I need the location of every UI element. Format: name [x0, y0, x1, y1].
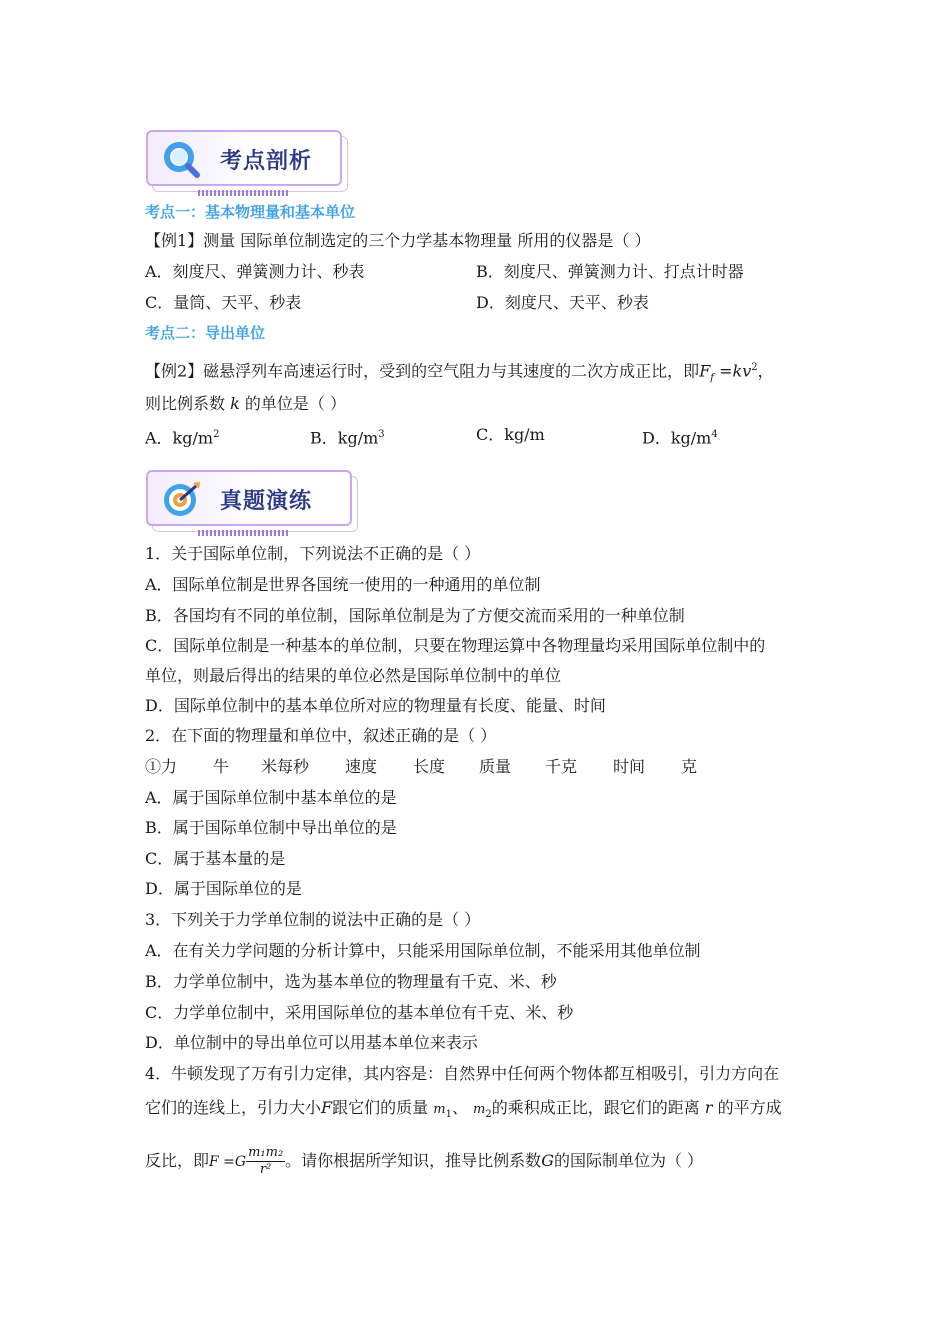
formula-f: F — [699, 361, 711, 381]
q1-stem: 1．关于国际单位制，下列说法不正确的是（ ） — [145, 544, 481, 563]
q3-option-c: C．力学单位制中，采用国际单位的基本单位有千克、米、秒 — [145, 1003, 574, 1022]
q2-option-d: D．属于国际单位的是 — [145, 879, 302, 898]
option-d-text: D．kg/m — [642, 428, 712, 448]
symbol-m1: m — [433, 1102, 446, 1117]
symbol-g: G — [541, 1151, 554, 1170]
heading-basic-units: 考点一：基本物理量和基本单位 — [145, 203, 356, 221]
q2-item: 克 — [681, 757, 698, 776]
q1-option-a: A．国际单位制是世界各国统一使用的一种通用的单位制 — [145, 575, 541, 594]
q1-option-c-line2: 单位，则最后得出的结果的单位必然是国际单位制中的单位 — [145, 666, 562, 685]
example2-option-d — [642, 425, 718, 448]
q1-option-d: D．国际单位制中的基本单位所对应的物理量有长度、能量、时间 — [145, 696, 606, 715]
example2-line2 — [145, 394, 346, 414]
example2-line2-end: 的单位是（ ） — [244, 394, 346, 413]
q1-option-b: B．各国均有不同的单位制，国际单位制是为了方便交流而采用的一种单位制 — [145, 606, 685, 625]
option-b-text: B．kg/m — [310, 428, 379, 448]
symbol-k: k — [230, 394, 240, 413]
practice-title: 真题演练 — [220, 489, 313, 514]
q4-text-f: 。请你根据所学知识，推导比例系数 — [285, 1151, 542, 1170]
q2-item: 时间 — [613, 757, 646, 776]
example2-option-b — [310, 425, 385, 448]
q4-text-g: 的国际制单位为（ ） — [553, 1151, 704, 1170]
magnifier-icon — [162, 140, 202, 180]
q4-separator: 、 — [451, 1098, 468, 1117]
q2-item: 牛 — [213, 757, 230, 776]
formula-kv-sup: 2 — [751, 362, 758, 373]
option-a-sup: 2 — [213, 429, 220, 440]
analysis-title: 考点剖析 — [220, 149, 313, 174]
q2-item: ①力 — [145, 757, 178, 776]
target-icon — [162, 480, 202, 520]
q3-option-d: D．单位制中的导出单位可以用基本单位来表示 — [145, 1033, 478, 1052]
symbol-m2-sub: 2 — [485, 1109, 492, 1121]
example2-stem-end: ， — [757, 361, 774, 381]
banner-decoration — [198, 530, 288, 536]
symbol-r: r — [704, 1098, 713, 1117]
example1-option-d: D．刻度尺、天平、秒表 — [476, 293, 649, 312]
practice-banner — [146, 470, 352, 526]
q4-text-a: 它们的连线上，引力大小 — [145, 1098, 322, 1117]
symbol-m1-sub: 1 — [445, 1109, 452, 1121]
formula-f-sub: f — [710, 372, 714, 384]
example2-option-c: C．kg/m — [476, 425, 545, 444]
q1-option-c-line1: C．国际单位制是一种基本的单位制，只要在物理运算中各物理量均采用国际单位制中的 — [145, 636, 766, 655]
q4-line3 — [145, 1145, 703, 1178]
example2-line2-text: 则比例系数 — [145, 394, 226, 413]
heading-derived-units: 考点二：导出单位 — [145, 324, 266, 342]
fraction-denominator: r² — [259, 1162, 272, 1177]
q3-option-a: A．在有关力学问题的分析计算中，只能采用国际单位制，不能采用其他单位制 — [145, 941, 701, 960]
example1-option-c: C．量筒、天平、秒表 — [145, 293, 302, 312]
q2-item: 质量 — [479, 757, 512, 776]
q4-text-c: 的乘积成正比，跟它们的距离 — [491, 1098, 700, 1117]
q4-text-e: 反比，即 — [145, 1151, 210, 1170]
q2-item: 千克 — [545, 757, 578, 776]
example1-option-a: A．刻度尺、弹簧测力计、秒表 — [145, 262, 365, 281]
q2-stem: 2．在下面的物理量和单位中，叙述正确的是（ ） — [145, 726, 497, 745]
formula-kv: =kv — [714, 361, 752, 381]
example2-option-a — [145, 425, 219, 448]
q2-option-b: B．属于国际单位制中导出单位的是 — [145, 818, 397, 837]
gravity-formula-lhs: F =G — [209, 1154, 247, 1170]
example2-stem-text: 【例2】磁悬浮列车高速运行时，受到的空气阻力与其速度的二次方成正比，即 — [145, 361, 700, 381]
q2-option-a: A．属于国际单位制中基本单位的是 — [145, 788, 397, 807]
q4-line1: 4．牛顿发现了万有引力定律，其内容是：自然界中任何两个物体都互相吸引，引力方向在 — [145, 1064, 780, 1083]
symbol-f: F — [321, 1098, 333, 1117]
example1-stem: 【例1】测量 国际单位制选定的三个力学基本物理量 所用的仪器是（ ） — [145, 231, 651, 250]
fraction-numerator: m₁m₂ — [248, 1145, 284, 1160]
option-b-sup: 3 — [378, 429, 385, 440]
q4-text-b: 跟它们的质量 — [332, 1098, 429, 1117]
symbol-m2: m — [473, 1102, 486, 1117]
example1-option-b: B．刻度尺、弹簧测力计、打点计时器 — [476, 262, 744, 281]
analysis-banner — [146, 130, 342, 186]
option-a-text: A．kg/m — [145, 428, 214, 448]
q3-stem: 3．下列关于力学单位制的说法中正确的是（ ） — [145, 910, 481, 929]
option-d-sup: 4 — [711, 429, 718, 440]
q2-item: 长度 — [413, 757, 446, 776]
banner-decoration — [198, 190, 288, 196]
q2-item: 米每秒 — [261, 757, 310, 776]
example2-stem — [145, 358, 774, 389]
q4-line2 — [145, 1098, 782, 1125]
q2-item: 速度 — [345, 757, 378, 776]
q4-text-d: 的平方成 — [717, 1098, 782, 1117]
gravity-formula-fraction — [246, 1145, 285, 1178]
q3-option-b: B．力学单位制中，选为基本单位的物理量有千克、米、秒 — [145, 972, 557, 991]
q2-option-c: C．属于基本量的是 — [145, 849, 286, 868]
